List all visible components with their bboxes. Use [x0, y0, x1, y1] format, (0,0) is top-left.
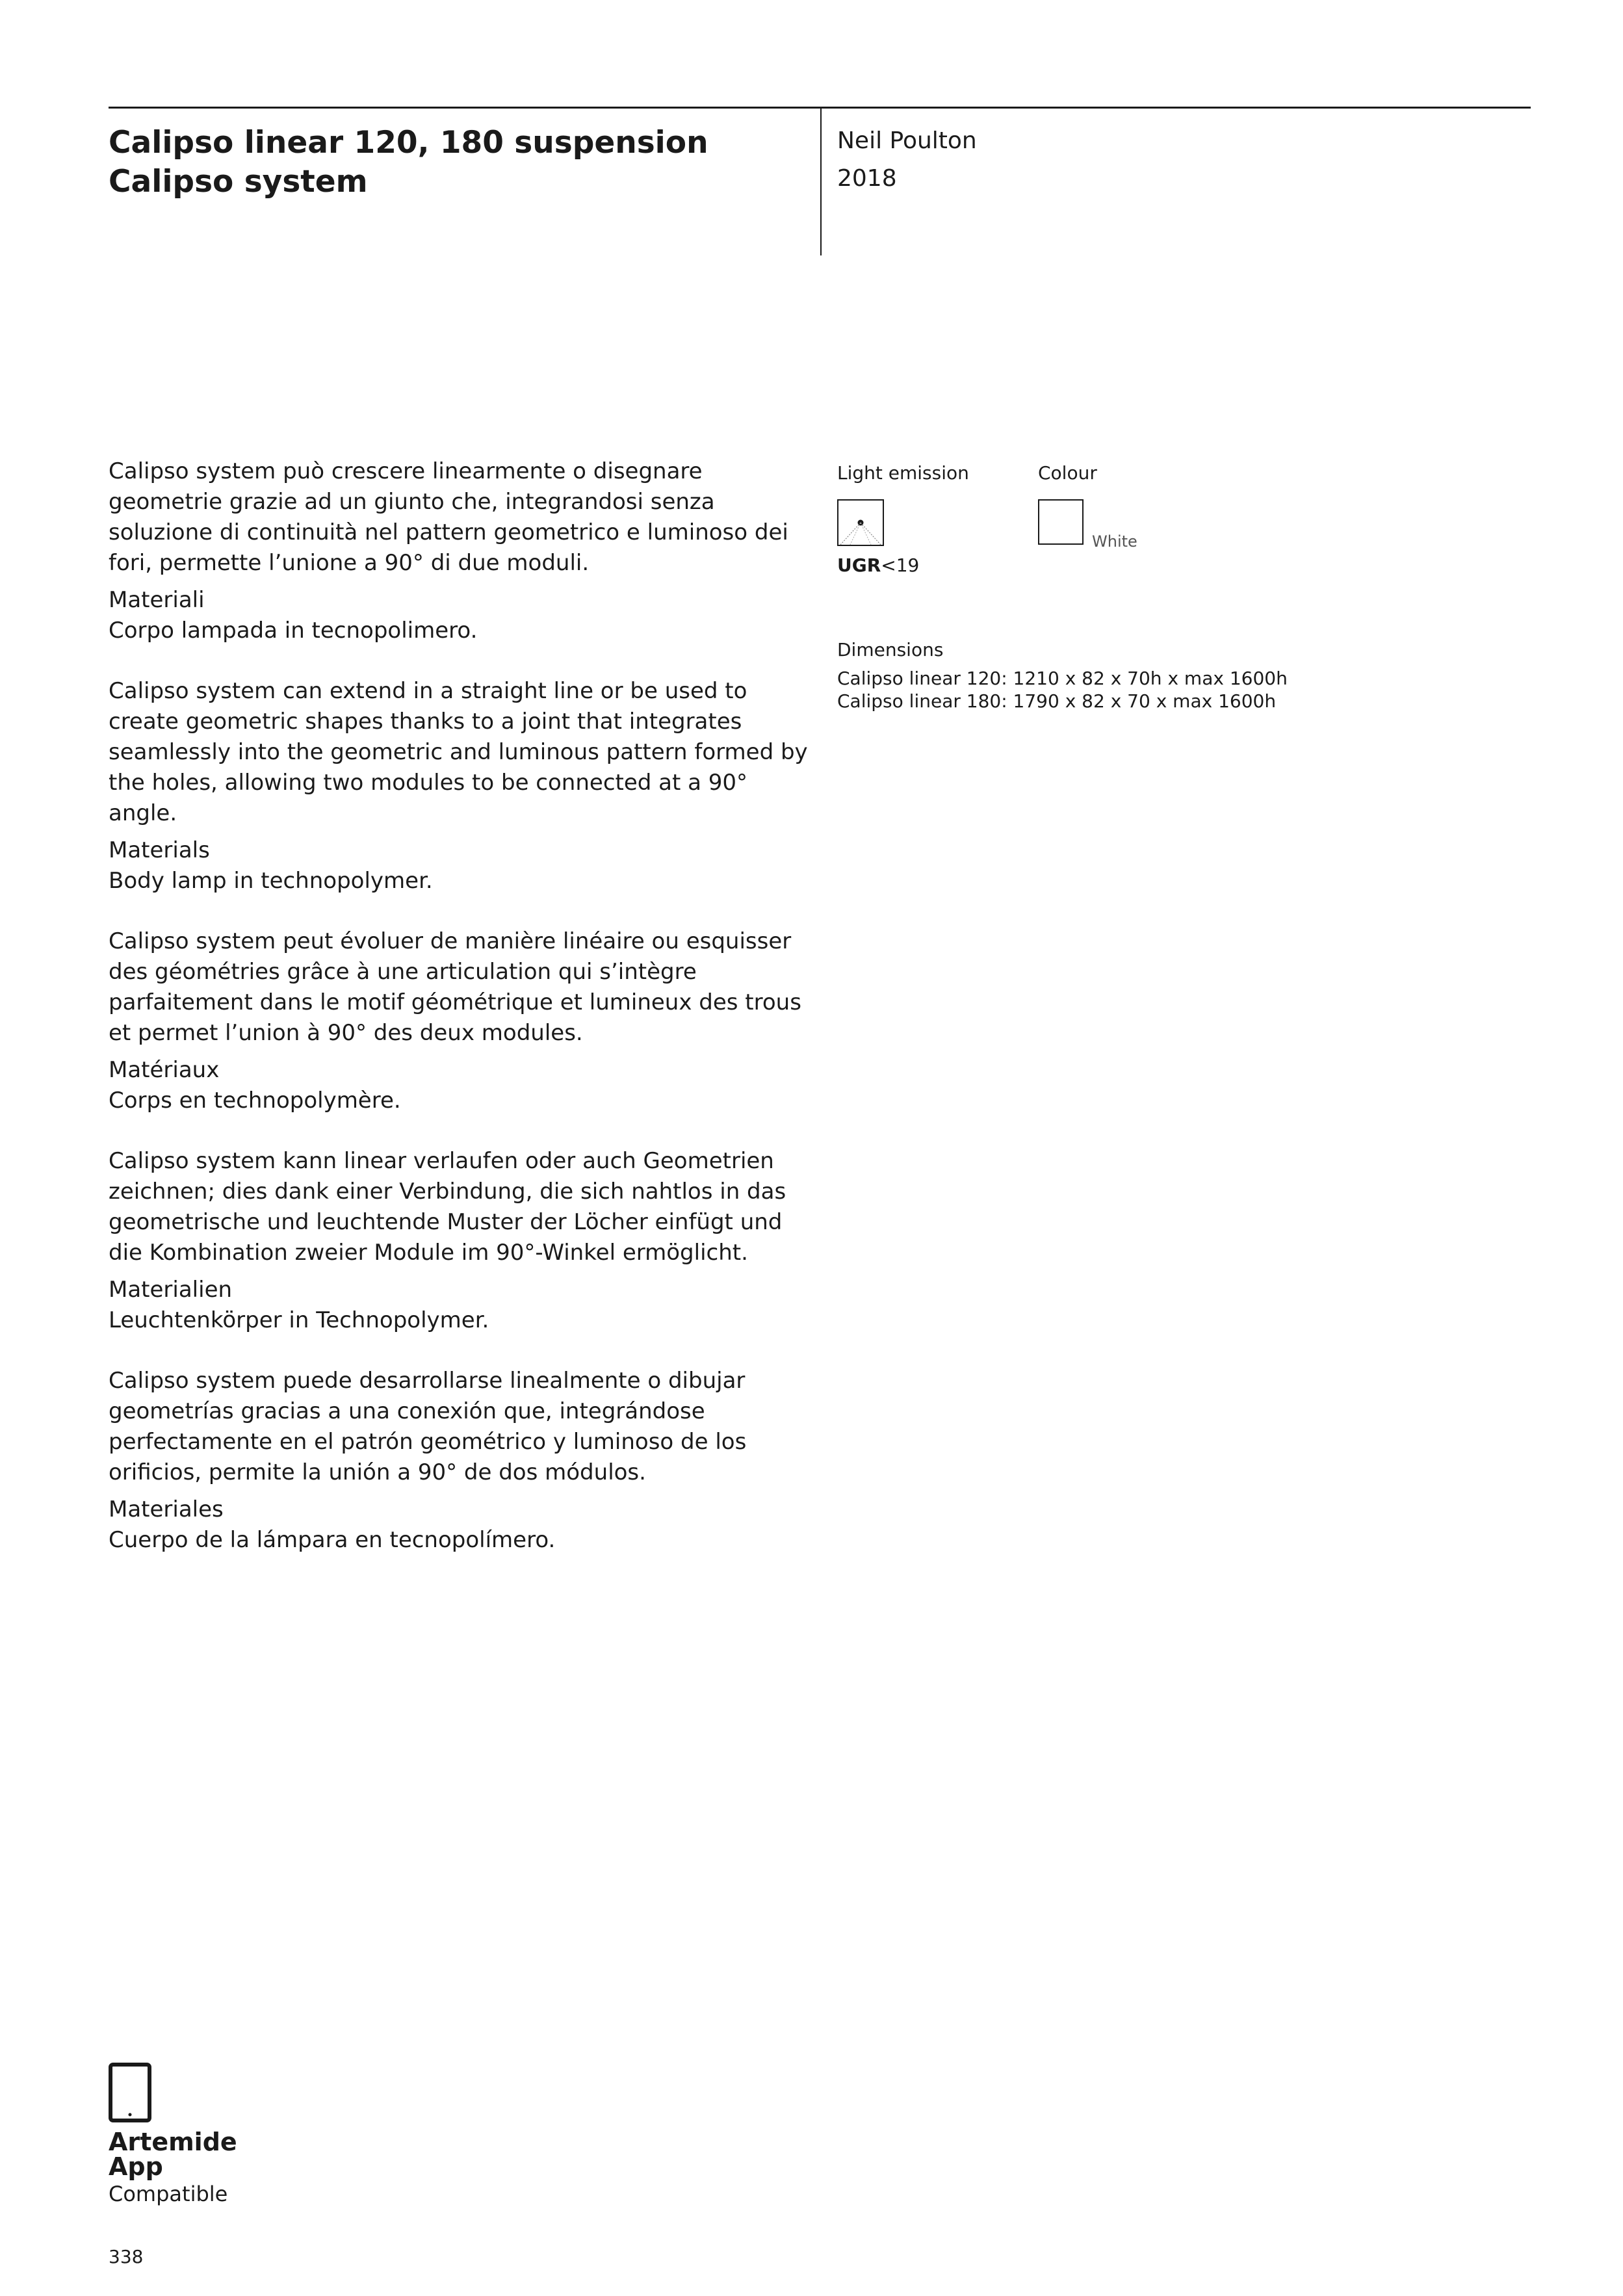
materials-text: Corps en technopolymère. [109, 1088, 401, 1114]
dimension-item: Calipso linear 180: 1790 x 82 x 70 x max 1600h [837, 690, 1277, 712]
materials-heading: Materiales [109, 1496, 224, 1522]
tablet-icon [109, 2063, 151, 2122]
materials-text: Cuerpo de la lámpara en tecnopolímero. [109, 1527, 556, 1553]
app-title-line-2: App [109, 2152, 163, 2181]
light-emission-label: Light emission [837, 462, 969, 484]
materials-heading: Materiali [109, 587, 205, 613]
designer-name: Neil Poulton [837, 127, 977, 154]
description-text: Calipso system can extend in a straight line or be used to create geometric shapes thanks to a joint that integrates seamlessly into the geometric and luminous pattern formed by the holes, allowing two modules to be connected at a 90° angle. [109, 678, 808, 826]
materials-heading: Materialien [109, 1277, 233, 1303]
design-year: 2018 [837, 165, 897, 192]
page-number: 338 [109, 2246, 144, 2267]
product-title-line-2: Calipso system [109, 164, 368, 200]
description-column [109, 456, 811, 1585]
materials-text: Corpo lampada in tecnopolimero. [109, 618, 478, 644]
product-title-line-1: Calipso linear 120, 180 suspension [109, 125, 708, 161]
app-title-line-1: Artemide [109, 2128, 237, 2156]
description-text: Calipso system può crescere linearmente o disegnare geometrie grazie ad un giunto che, integrandosi senza soluzione di continuità nel pattern geometrico e luminoso dei fori, permette l’unione a 90° di due moduli. [109, 458, 788, 576]
top-rule [109, 107, 1531, 109]
materials-text: Body lamp in technopolymer. [109, 868, 433, 894]
description-text: Calipso system puede desarrollarse linealmente o dibujar geometrías gracias a una conexión que, integrándose perfectamente en el patrón geométrico y luminoso de los orificios, permite la unión a 90° de dos módulos. [109, 1368, 747, 1485]
dimension-item: Calipso linear 120: 1210 x 82 x 70h x max 1600h [837, 668, 1288, 689]
description-french [109, 926, 811, 1116]
materials-text: Leuchtenkörper in Technopolymer. [109, 1307, 489, 1333]
product-title [109, 124, 798, 202]
description-italian [109, 456, 811, 646]
downlight-emission-icon [837, 499, 884, 546]
dimensions-list [837, 667, 1288, 712]
dimensions-label: Dimensions [837, 639, 944, 660]
colour-name: White [1092, 532, 1137, 551]
materials-heading: Materials [109, 837, 210, 863]
description-german [109, 1146, 811, 1336]
description-text: Calipso system kann linear verlaufen oder auch Geometrien zeichnen; dies dank einer Verbindung, die sich nahtlos in das geometrische und leuchtende Muster der Löcher einfügt und die Kombination zweier Module im 90°-Winkel ermöglicht. [109, 1148, 786, 1266]
description-english [109, 676, 811, 896]
ugr-prefix: UGR [837, 554, 881, 576]
colour-label: Colour [1038, 462, 1097, 484]
ugr-value: <19 [881, 554, 920, 576]
description-spanish [109, 1366, 811, 1556]
materials-heading: Matériaux [109, 1057, 220, 1083]
header-divider [820, 108, 822, 255]
colour-swatch-white [1038, 499, 1084, 545]
ugr-rating [837, 554, 919, 577]
description-text: Calipso system peut évoluer de manière linéaire ou esquisser des géométries grâce à une articulation qui s’intègre parfaitement dans le motif géométrique et lumineux des trous et permet l’union à 90° des deux modules. [109, 928, 801, 1046]
app-title [109, 2130, 237, 2179]
app-subtitle: Compatible [109, 2182, 228, 2206]
